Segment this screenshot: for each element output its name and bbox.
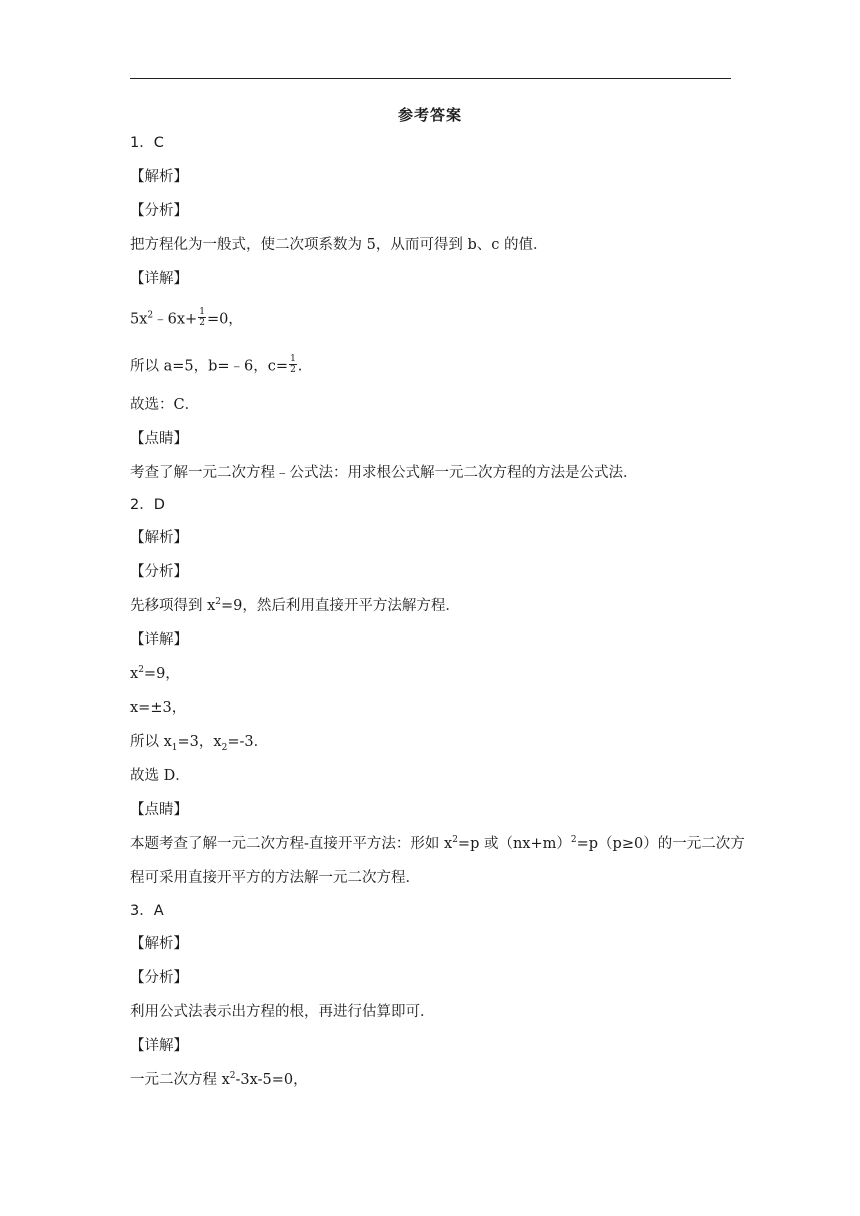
q3-line1-sup: 2 xyxy=(229,1071,236,1082)
q2-dj1-c: =p（p≥0）的一元二次方 xyxy=(576,836,745,852)
q3-line1-b: -3x-5=0， xyxy=(235,1072,308,1088)
q1-fenxi-text: 把方程化为一般式，使二次项系数为 5，从而可得到 b、c 的值． xyxy=(130,237,548,253)
q1-answer: 1．C xyxy=(130,135,164,151)
q1-dianjing-label: 【点睛】 xyxy=(130,431,188,447)
q2-line3-sub1: 1 xyxy=(171,742,178,753)
q1-so-line xyxy=(130,356,302,377)
q1-dianjing-text: 考查了解一元二次方程﹣公式法：用求根公式解一元二次方程的方法是公式法． xyxy=(130,465,638,481)
q2-dj1-b: =p 或（nx+m） xyxy=(457,836,571,852)
q1-so-end: . xyxy=(297,358,303,375)
q2-line3-a: 所以 x xyxy=(130,734,172,750)
q1-eq-sup: 2 xyxy=(147,310,154,321)
q2-dianjing-line-2: 程可采用直接开平方的方法解一元二次方程． xyxy=(130,870,420,886)
q2-fenxi-text xyxy=(130,597,460,615)
q1-fraction-1 xyxy=(198,307,206,328)
q2-dj1-sup1: 2 xyxy=(452,835,458,846)
q2-fenxi-a: 先移项得到 x xyxy=(130,598,216,614)
q2-line-2: x=±3， xyxy=(130,700,187,716)
q2-fenxi-b: =9，然后利用直接开平方法解方程． xyxy=(221,598,460,614)
header-rule xyxy=(130,78,731,79)
q2-line3-b: =3，x xyxy=(177,734,222,750)
q2-line1-b: =9， xyxy=(143,666,180,682)
q1-fenxi-label: 【分析】 xyxy=(130,203,188,219)
page-title: 参考答案 xyxy=(397,106,462,124)
q2-line-1 xyxy=(130,665,180,683)
q3-fenxi-text: 利用公式法表示出方程的根，再进行估算即可． xyxy=(130,1004,435,1020)
q2-line3-sub2: 2 xyxy=(221,742,228,753)
q2-line1-sup: 2 xyxy=(138,665,144,676)
q1-jiexi-label: 【解析】 xyxy=(130,169,188,185)
q3-jiexi-label: 【解析】 xyxy=(130,936,188,952)
q2-choice: 故选 D． xyxy=(130,768,190,784)
q1-choice: 故选：C． xyxy=(130,397,200,413)
fraction-numerator: 1 xyxy=(199,307,205,317)
q1-eq-a: 5x xyxy=(130,311,148,328)
q2-xiangjie-label: 【详解】 xyxy=(130,632,188,648)
q2-line-3 xyxy=(130,733,268,751)
fraction-denominator: 2 xyxy=(290,365,296,375)
q1-equation xyxy=(130,309,243,330)
q3-xiangjie-label: 【详解】 xyxy=(130,1038,188,1054)
q3-line1-a: 一元二次方程 x xyxy=(130,1072,230,1088)
q2-dj1-a: 本题考查了解一元二次方程-直接开平方法：形如 x xyxy=(130,836,453,852)
q3-answer: 3．A xyxy=(130,903,164,919)
q3-line-1 xyxy=(130,1071,308,1089)
q3-fenxi-label: 【分析】 xyxy=(130,970,188,986)
fraction-denominator: 2 xyxy=(199,318,205,328)
q2-line1-a: x xyxy=(130,666,139,682)
q1-so-text: 所以 a=5，b=﹣6，c= xyxy=(130,358,289,375)
q2-dianjing-line-1 xyxy=(130,835,745,853)
q1-eq-b: ﹣6x+ xyxy=(153,311,198,328)
q2-dianjing-label: 【点睛】 xyxy=(130,802,188,818)
fraction-numerator: 1 xyxy=(290,354,296,364)
q1-eq-c: =0， xyxy=(206,311,243,328)
q2-dj1-sup2: 2 xyxy=(570,835,577,846)
q1-xiangjie-label: 【详解】 xyxy=(130,271,188,287)
q2-fenxi-label: 【分析】 xyxy=(130,564,188,580)
q2-fenxi-sup: 2 xyxy=(215,597,222,608)
q1-fraction-2 xyxy=(289,354,297,375)
q2-answer: 2．D xyxy=(130,497,165,513)
q2-line3-c: =-3． xyxy=(227,734,269,750)
q2-jiexi-label: 【解析】 xyxy=(130,530,188,546)
